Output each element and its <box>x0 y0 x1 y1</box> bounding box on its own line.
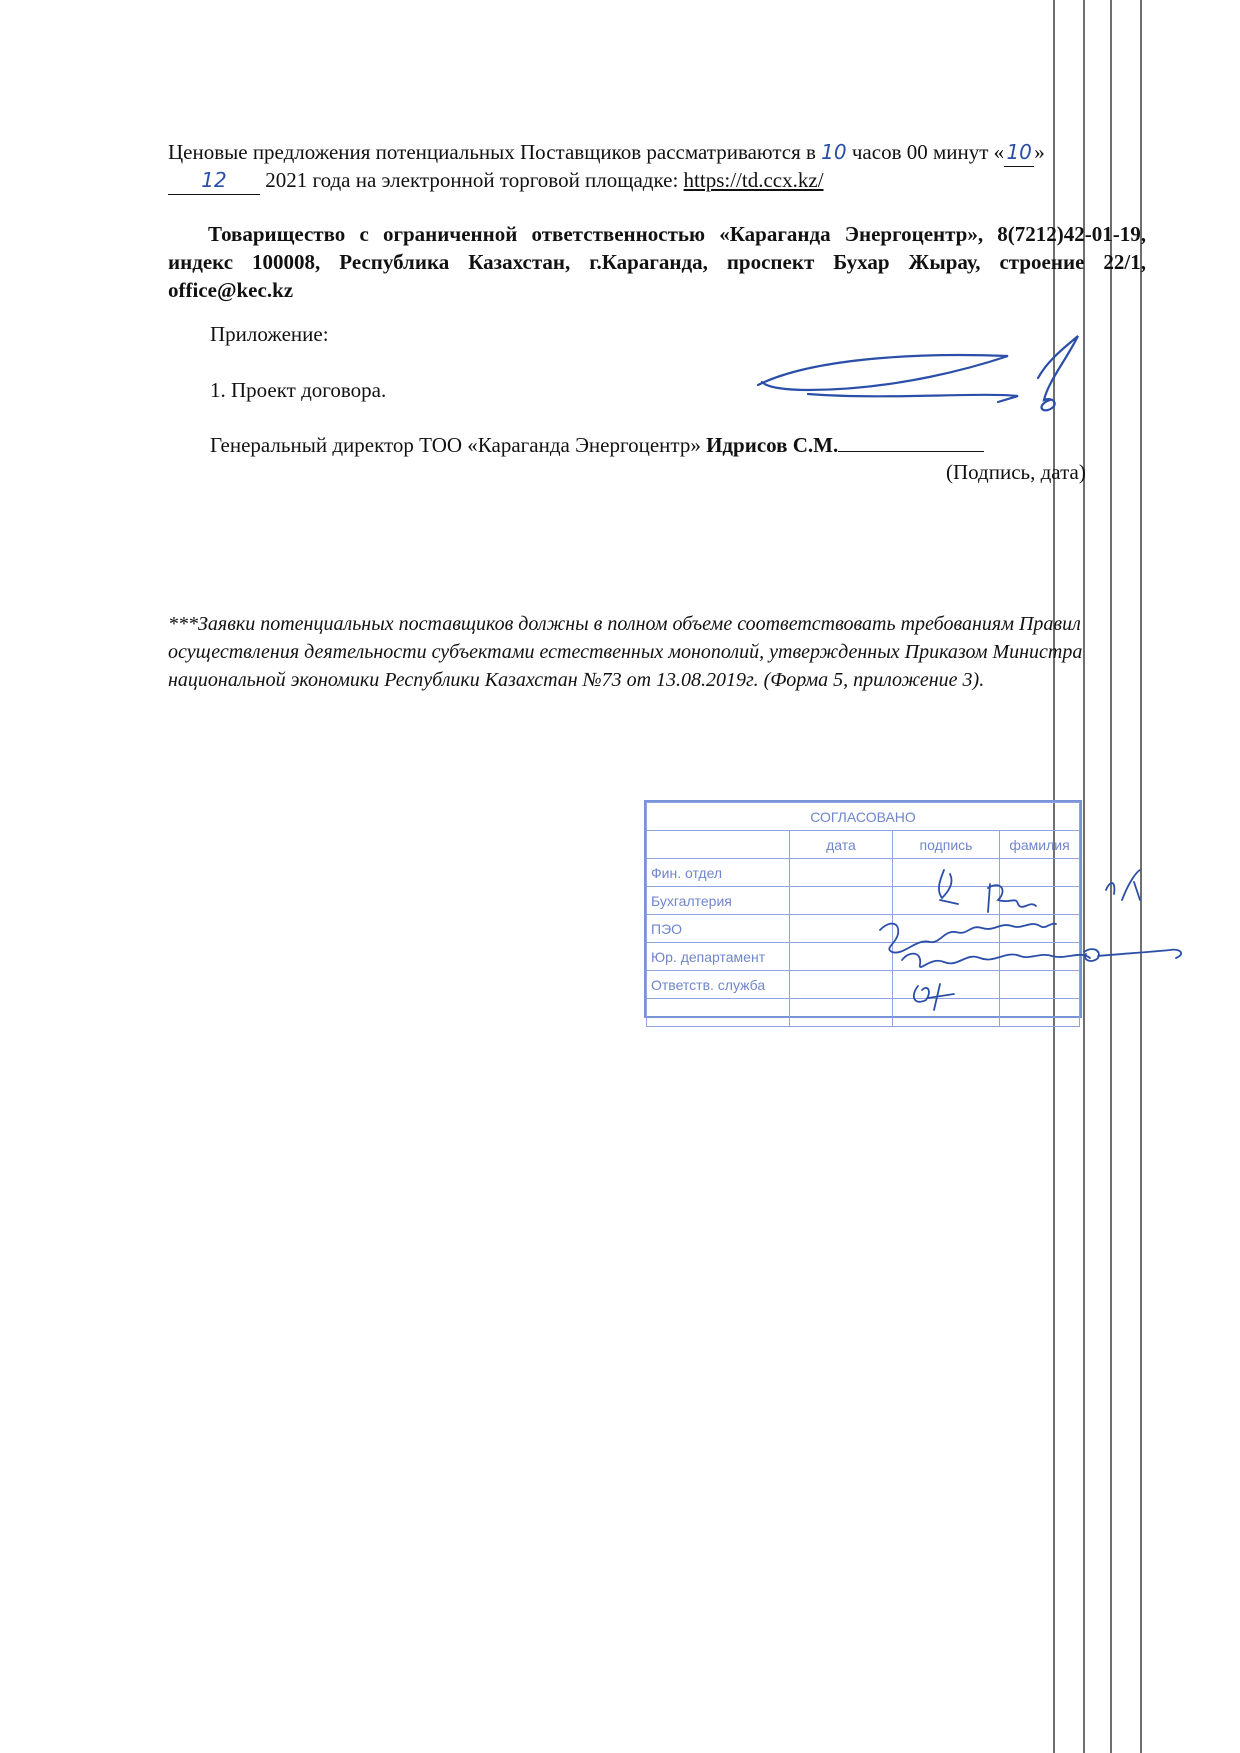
director-line <box>210 431 1110 459</box>
organization-block: Товарищество с ограниченной ответственностью «Караганда Энергоцентр», 8(7212)42-01-19, индекс 100008, Республика Казахстан, г.Караганда, проспект Бухар Жырау, строение 22/1, office@kec.kz <box>168 222 1146 302</box>
review-paragraph-line2 <box>168 166 1130 195</box>
review-paragraph <box>168 138 1130 167</box>
director-name: Идрисов С.М. <box>706 433 839 457</box>
stamp-col-date: дата <box>790 831 893 859</box>
stamp-col-signature: подпись <box>893 831 1000 859</box>
review-month-handwritten: 12 <box>168 166 260 195</box>
review-day-handwritten: 10 <box>1004 138 1034 167</box>
director-title: Генеральный директор ТОО «Караганда Энергоцентр» <box>210 433 701 457</box>
stamp-col-surname: фамилия <box>1000 831 1080 859</box>
appendix-label: Приложение: <box>210 322 329 346</box>
footnote: ***Заявки потенциальных поставщиков должны в полном объеме соответствовать требованиям Правил осуществления деятельности субъектами естественных монополий, утвержденных Приказом Министра национальной экономики Республики Казахстан №73 от 13.08.2019г. (Форма 5, приложение 3). <box>168 613 1083 691</box>
approval-signatures <box>870 860 1210 1030</box>
stamp-row-label: Фин. отдел <box>647 859 790 887</box>
review-url-link[interactable]: https://td.ccx.kz/ <box>683 168 824 192</box>
signature-underline <box>838 431 984 452</box>
review-text-c: » <box>1034 140 1045 164</box>
director-signature <box>748 330 1088 420</box>
appendix-item: 1. Проект договора. <box>210 378 387 402</box>
stamp-row-label: Ответств. служба <box>647 971 790 999</box>
stamp-title: СОГЛАСОВАНО <box>647 803 1080 831</box>
review-hour-handwritten: 10 <box>821 140 847 164</box>
review-text-line2: 2021 года на электронной торговой площадке: <box>265 168 679 192</box>
stamp-row-label: Юр. департамент <box>647 943 790 971</box>
review-text-a: Ценовые предложения потенциальных Поставщиков рассматриваются в <box>168 140 816 164</box>
stamp-row-label: Бухгалтерия <box>647 887 790 915</box>
review-text-b: часов 00 минут « <box>851 140 1005 164</box>
signature-caption: (Подпись, дата) <box>946 460 1086 484</box>
stamp-header-blank <box>647 831 790 859</box>
stamp-row-label: ПЭО <box>647 915 790 943</box>
